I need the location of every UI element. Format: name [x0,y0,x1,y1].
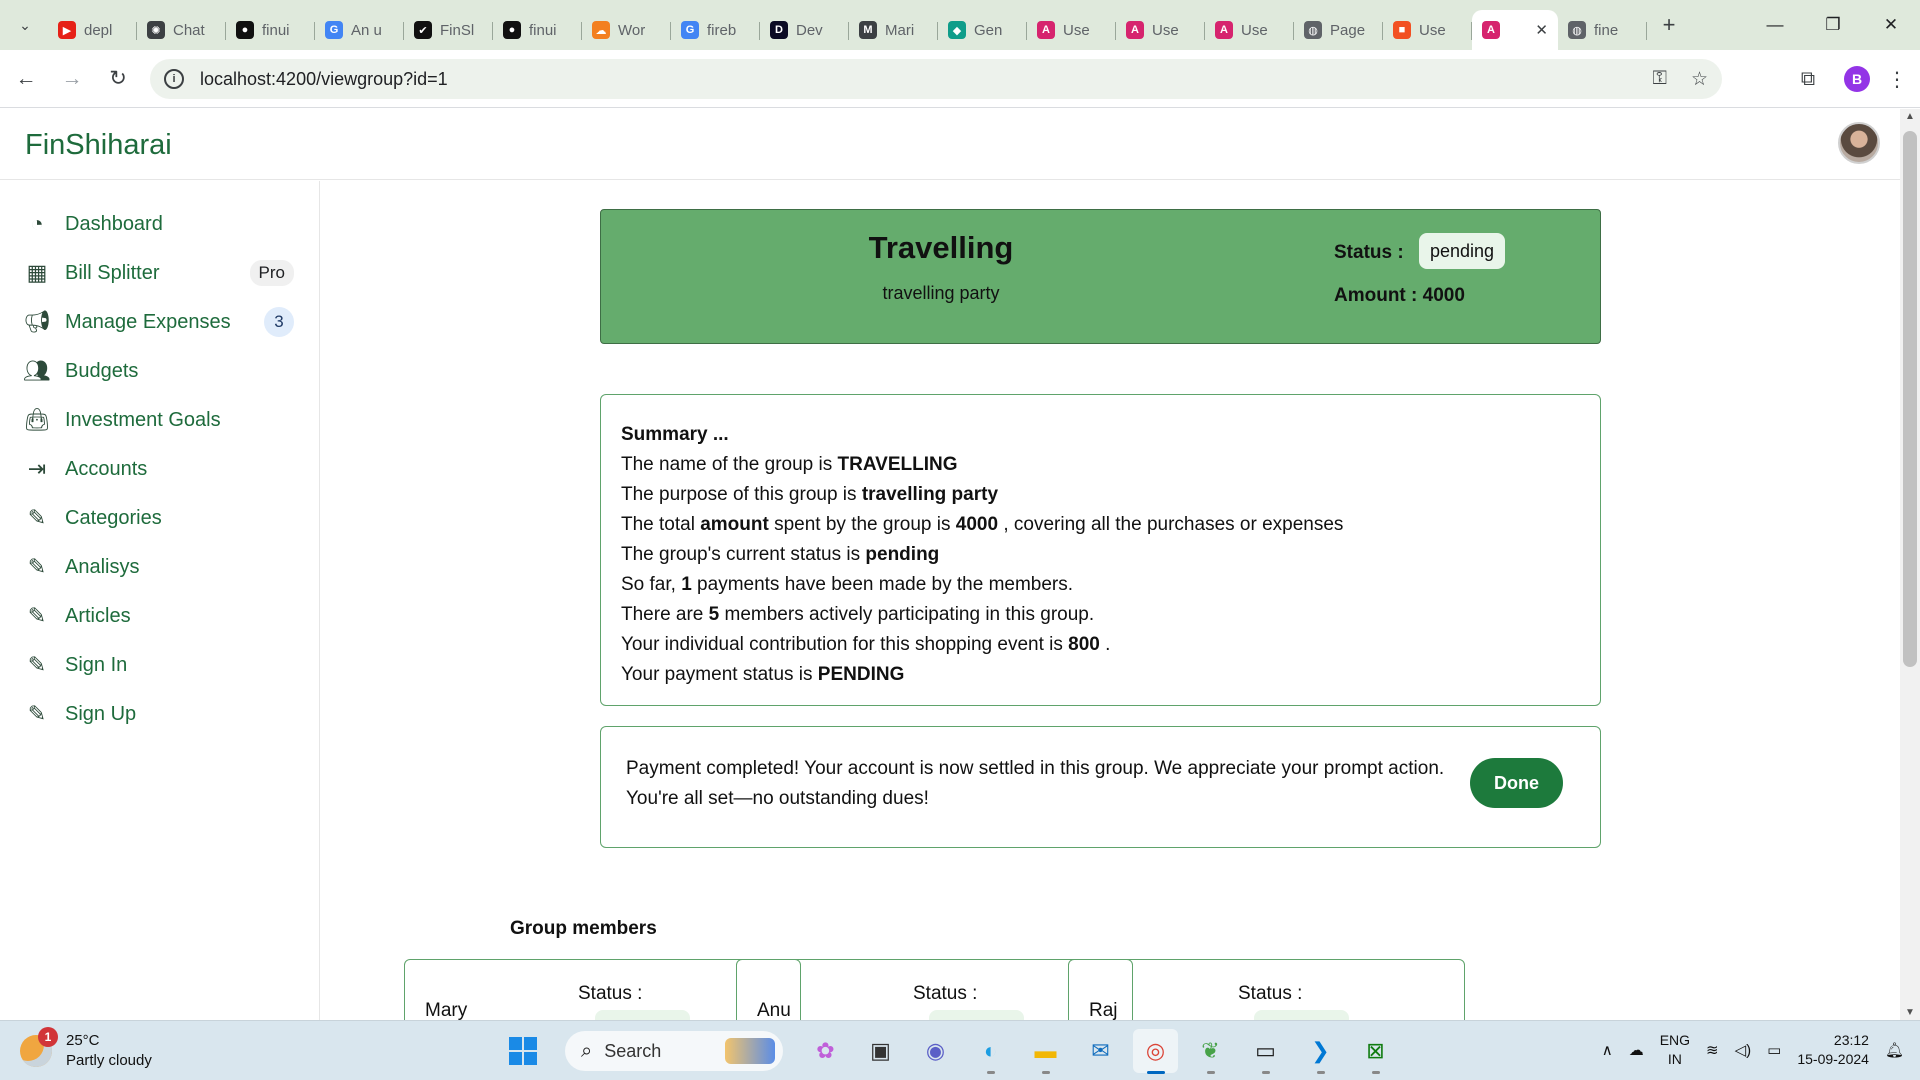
tab-title: finui [529,21,557,39]
tab-search-button[interactable]: ⌄ [19,16,31,33]
google-icon: G [325,21,343,39]
sidebar-item-label: Investment Goals [65,408,221,431]
member-name: Raj [1089,1000,1118,1020]
group-subtitle: travelling party [882,283,1000,303]
group-title: Travelling [868,230,1014,265]
password-key-icon[interactable]: ⚿ [1652,68,1667,89]
leaf-icon: ❦ [1201,1038,1220,1063]
profile-avatar[interactable]: B [1844,66,1870,92]
file-explorer-app[interactable] [1023,1029,1068,1073]
show-hidden-icons[interactable]: ∧ [1601,1042,1613,1059]
back-button[interactable]: ← [15,66,37,90]
tab-title: An u [351,21,382,39]
done-button[interactable]: Done [1470,758,1563,808]
edit-icon: ✎ [27,652,47,677]
payment-message: Payment completed! Your account is now settled in this group. We appreciate your prompt action. You're all set—no outstanding dues! [626,758,1445,809]
summary-line: The name of the group is TRAVELLING [621,454,958,475]
tab-title: FinSl [440,21,475,39]
sidebar-item-articles[interactable] [0,592,320,640]
sidebar-item-manage-expenses[interactable] [0,298,320,346]
windows-icon [509,1037,537,1065]
tab-title: fireb [707,21,737,39]
tab-title: Use [1241,21,1268,39]
sidebar-item-label: Dashboard [65,212,163,235]
angular-icon: A [1126,21,1144,39]
search-icon: ⌕ [581,1039,593,1062]
search-placeholder: Search [604,1040,662,1061]
browser-tab[interactable] [1205,10,1294,50]
clock[interactable]: 23:12 15-09-2024 [1797,1032,1869,1067]
tab-title: Chat [173,21,205,39]
grid-icon: ▦ [26,260,48,285]
tab-list [48,0,1647,50]
weather-widget[interactable] [20,1031,152,1071]
browser-tab[interactable] [315,10,404,50]
member-status-badge [929,1010,1024,1020]
copilot-app[interactable] [803,1029,848,1073]
cloud-icon: ☁ [592,21,610,39]
markdown-icon: M [859,21,877,39]
tab-title: Page [1330,21,1366,39]
page-scrollbar[interactable] [1900,109,1920,1020]
browser-tab[interactable] [137,10,226,50]
edge-icon: ◐ [983,1038,998,1063]
sidebar-item-budgets[interactable] [0,347,320,395]
window-controls [1746,0,1920,50]
forward-button[interactable]: → [61,66,83,90]
sidebar-item-categories[interactable] [0,494,320,542]
tab-title: Mari [885,21,915,39]
github-icon: ● [503,21,521,39]
tab-title: fine [1594,21,1619,39]
battery-icon[interactable]: ▭ [1767,1042,1782,1059]
xbox-icon: ⊠ [1366,1038,1385,1063]
browser-tab[interactable] [1294,10,1383,50]
member-card[interactable] [1068,959,1465,1020]
vscode-icon: ❯ [1311,1038,1330,1063]
chrome-icon: ◎ [1145,1038,1166,1063]
youtube-icon: ▶ [58,21,76,39]
search-highlight-icon [725,1038,775,1064]
users-icon: 👥︎ [23,358,51,383]
pie-chart-icon: ◔ [30,211,44,236]
sidebar-item-investment-goals[interactable] [0,396,320,444]
edit-icon: ✎ [27,701,47,726]
reload-button[interactable]: ↻ [109,67,127,90]
browser-tab[interactable] [1027,10,1116,50]
vscode-app[interactable] [1298,1029,1343,1073]
browser-tab[interactable] [760,10,849,50]
sidebar-item-label: Analisys [65,555,140,578]
folder-icon: ▬ [1034,1038,1057,1063]
tab-title: Use [1152,21,1179,39]
browser-tab[interactable] [48,10,137,50]
sidebar-item-label: Sign In [65,653,128,676]
group-status-badge: pending [1419,233,1505,269]
terminal-icon: ▭ [1255,1038,1276,1063]
copilot-icon: ✿ [816,1038,835,1063]
mail-icon: ✉ [1091,1038,1110,1063]
user-avatar[interactable] [1838,122,1880,164]
edit-icon: ✎ [27,505,47,530]
angular-icon: A [1037,21,1055,39]
weather-icon [20,1030,52,1067]
sidebar-item-label: Articles [65,604,131,627]
sidebar-item-label: Categories [65,506,162,529]
scroll-down-icon[interactable]: ▼ [1905,1007,1915,1018]
angular-icon: A [1215,21,1233,39]
browser-tab[interactable] [226,10,315,50]
browser-menu-icon[interactable]: ⋮ [1887,68,1907,91]
tab-title: Use [1419,21,1446,39]
summary-card [600,394,1601,706]
sidebar-item-label: Budgets [65,359,139,382]
globe-icon: ◍ [1304,21,1322,39]
browser-tab[interactable] [671,10,760,50]
group-amount: Amount : 4000 [1334,285,1465,306]
member-status-label: Status : [913,983,978,1004]
tab-title: Use [1063,21,1090,39]
xbox-app[interactable] [1353,1029,1398,1073]
taskbar-search[interactable] [565,1031,783,1071]
taskbar-apps [500,1029,1398,1073]
app-header [0,109,1900,180]
dev-icon: D [770,21,788,39]
sidebar-badge: Pro [250,260,294,286]
task-view-app[interactable] [858,1029,903,1073]
group-members-title: Group members [510,918,657,939]
sign-in-icon: ⇥ [27,456,47,481]
wifi-icon[interactable]: ≋ [1706,1042,1719,1059]
globe-icon: ◍ [1568,21,1586,39]
site-info-icon[interactable]: i [164,69,184,89]
weather-desc: Partly cloudy [66,1052,152,1069]
google-icon: G [681,21,699,39]
sidebar-item-bill-splitter[interactable] [0,249,320,297]
sidebar-item-dashboard[interactable] [0,200,320,248]
edge-app[interactable] [968,1029,1013,1073]
system-tray [1602,1031,1904,1069]
bookmark-star-icon[interactable]: ☆ [1690,68,1708,90]
browser-tab[interactable] [1116,10,1205,50]
microsoft-icon: ■ [1393,21,1411,39]
chrome-app[interactable] [1133,1029,1178,1073]
restore-button[interactable]: ❐ [1825,15,1841,34]
sidebar-item-label: Bill Splitter [65,261,160,284]
payment-card [600,726,1601,848]
member-status-badge [595,1010,690,1020]
browser-tab[interactable] [1472,10,1558,50]
app-page [0,109,1900,1020]
member-status-label: Status : [578,983,643,1004]
summary-line: The total amount spent by the group is 4000 , covering all the purchases or expenses [621,514,1344,535]
browser-tab-strip [0,0,1920,50]
sidebar-item-analisys[interactable] [0,543,320,591]
scrollbar-thumb[interactable] [1903,131,1917,667]
diamond-icon: ◆ [948,21,966,39]
member-name: Anu [757,1000,791,1020]
sidebar-item-accounts[interactable] [0,445,320,493]
browser-toolbar [0,50,1920,108]
mongodb-compass-app[interactable] [1188,1029,1233,1073]
brand-logo[interactable]: FinShiharai [25,129,172,161]
scroll-up-icon[interactable]: ▲ [1905,111,1915,122]
tab-title: Wor [618,21,646,39]
browser-tab[interactable] [938,10,1027,50]
github-icon: ● [236,21,254,39]
sidebar-item-sign-up[interactable] [0,690,320,738]
sidebar-item-label: Accounts [65,457,148,480]
teams-icon: ◉ [925,1038,946,1063]
close-tab-icon[interactable]: ✕ [1535,22,1548,39]
sidebar-item-label: Sign Up [65,702,137,725]
tab-title: Dev [796,21,823,39]
language-indicator[interactable]: ENG IN [1659,1032,1691,1067]
close-window-button[interactable]: ✕ [1883,15,1899,34]
weather-temp: 25°C [66,1032,100,1049]
minimize-button[interactable]: — [1766,15,1784,34]
member-name: Mary [425,1000,468,1020]
windows-taskbar [0,1020,1920,1080]
group-header-card [600,209,1601,344]
teams-app[interactable] [913,1029,958,1073]
member-status-label: Status : [1238,983,1303,1004]
browser-tab[interactable] [493,10,582,50]
browser-tab[interactable] [1383,10,1472,50]
sidebar-badge: 3 [264,307,294,337]
tab-title: depl [84,21,113,39]
sidebar-item-sign-in[interactable] [0,641,320,689]
summary-line: The purpose of this group is travelling party [621,484,999,505]
summary-heading: Summary ... [621,424,729,445]
start-button[interactable] [500,1029,545,1073]
address-bar[interactable] [150,59,1722,99]
member-status-badge [1254,1010,1349,1020]
megaphone-icon: 📢︎ [23,309,51,334]
notification-bell-icon[interactable]: 🔔︎ [1884,1042,1904,1059]
browser-tab[interactable] [582,10,671,50]
onedrive-icon[interactable]: ☁ [1628,1042,1644,1059]
summary-line: Your payment status is PENDING [621,664,905,685]
angular-icon: A [1482,21,1500,39]
mail-app[interactable] [1078,1029,1123,1073]
url-text[interactable]: localhost:4200/viewgroup?id=1 [200,68,448,89]
finshiharai-icon: ✔ [414,21,432,39]
bag-icon: 👜︎ [23,407,51,432]
main-content [321,181,1900,1020]
summary-line: Your individual contribution for this shopping event is 800 . [621,634,1111,655]
group-status-label: Status : [1334,242,1404,263]
summary-line: So far, 1 payments have been made by the members. [621,574,1074,595]
weather-badge: 1 [38,1027,58,1047]
edit-icon: ✎ [27,554,47,579]
task-view-icon: ▣ [870,1038,891,1063]
summary-line: There are 5 members actively participating in this group. [621,604,1095,625]
sidebar-item-label: Manage Expenses [65,310,231,333]
extensions-icon[interactable]: ⧉ [1800,67,1816,90]
edit-icon: ✎ [27,603,47,628]
volume-icon[interactable]: ◁) [1734,1042,1752,1059]
tab-title: finui [262,21,290,39]
terminal-app[interactable] [1243,1029,1288,1073]
sidebar [0,181,320,1020]
browser-tab[interactable] [404,10,493,50]
new-tab-button[interactable]: + [1662,12,1676,37]
chatgpt-icon: ✺ [147,21,165,39]
tab-title: Gen [974,21,1003,39]
browser-tab[interactable] [1558,10,1647,50]
browser-tab[interactable] [849,10,938,50]
summary-line: The group's current status is pending [621,544,940,565]
